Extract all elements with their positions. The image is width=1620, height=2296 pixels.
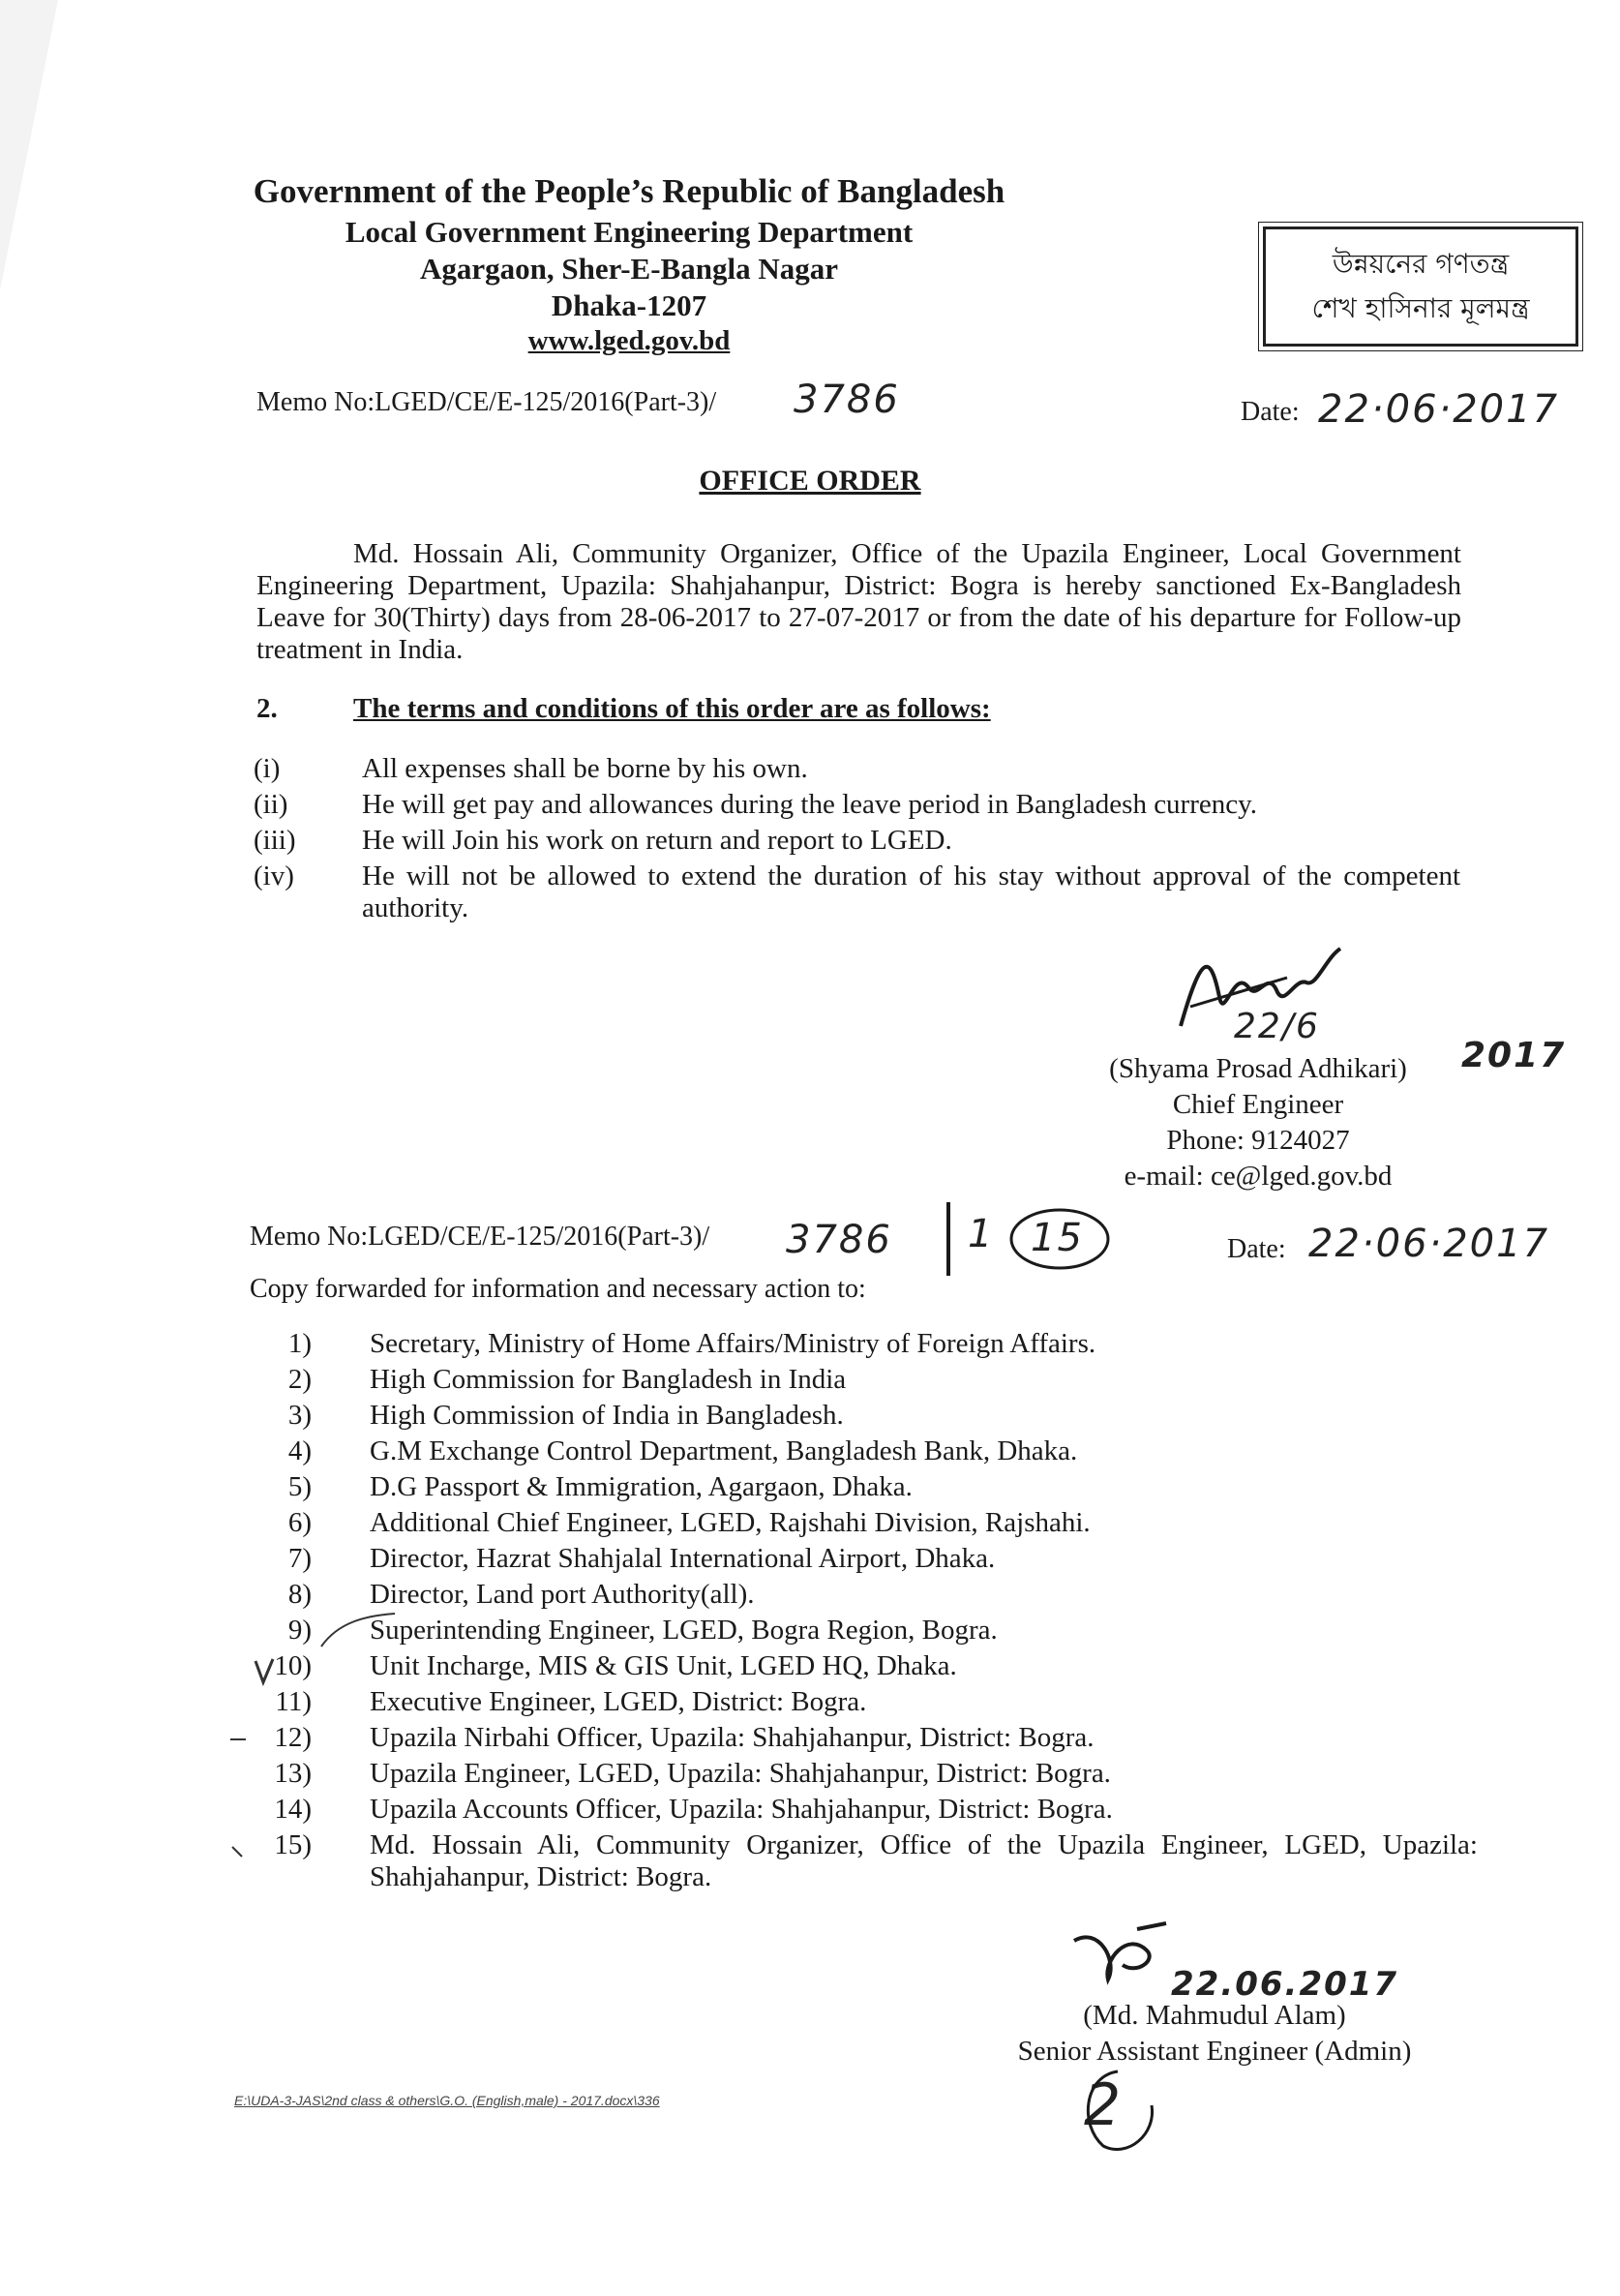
recipient-text: Additional Chief Engineer, LGED, Rajshahi Division, Rajshahi. bbox=[370, 1507, 1091, 1538]
slogan-box bbox=[1263, 227, 1578, 347]
term-text: All expenses shall be borne by his own. bbox=[362, 753, 808, 784]
recipient-number: 14) bbox=[274, 1794, 312, 1825]
memo-number-handwritten: 3786 bbox=[794, 378, 900, 422]
chief-engineer-name: (Shyama Prosad Adhikari) bbox=[1109, 1053, 1407, 1084]
recipient-text: Upazila Nirbahi Officer, Upazila: Shahjahanpur, District: Bogra. bbox=[370, 1722, 1095, 1753]
signature2-date-handwritten: 22.06.2017 bbox=[1171, 1965, 1399, 2004]
section-2-heading: The terms and conditions of this order are as follows: bbox=[353, 693, 991, 724]
chief-engineer-phone: Phone: 9124027 bbox=[1166, 1125, 1350, 1156]
memo2-date-label: Date: bbox=[1227, 1234, 1286, 1264]
header-government: Government of the People’s Republic of Bangladesh bbox=[253, 172, 1005, 210]
slogan-line-1: উন্নয়নের গণতন্ত্র bbox=[1332, 248, 1510, 280]
order-body-text: Md. Hossain Ali, Community Organizer, Office of the Upazila Engineer, Local Government Engineering Department, Upazila: Shahjahanpur, District: Bogra is hereby sanctioned Ex-Bangladesh Leave for 30(Thirty) days from 28-06-2017 to 27-07-2017 or from the date of his departure for Follow-up treatment in India. bbox=[256, 538, 1461, 665]
recipient-number: 7) bbox=[287, 1543, 312, 1574]
memo2-date-handwritten: 22·06·2017 bbox=[1308, 1222, 1550, 1266]
memo2-number-label: Memo No:LGED/CE/E-125/2016(Part-3)/ bbox=[250, 1222, 710, 1252]
order-body bbox=[256, 538, 1461, 666]
recipient-number: 5) bbox=[287, 1471, 312, 1502]
memo2-number-handwritten: 3786 bbox=[786, 1218, 892, 1262]
signature-date-handwritten: 22/6 bbox=[1234, 1007, 1320, 1046]
senior-engineer-name: (Md. Mahmudul Alam) bbox=[1083, 2000, 1346, 2031]
recipient-text: Director, Land port Authority(all). bbox=[370, 1579, 755, 1610]
section-2-number: 2. bbox=[256, 693, 278, 724]
recipient-number: 4) bbox=[287, 1435, 312, 1466]
tick-mark-icon bbox=[228, 1735, 248, 1744]
term-number: (ii) bbox=[254, 789, 288, 820]
footer-file-path: E:\UDA-3-JAS\2nd class & others\G.O. (English,male) - 2017.docx\336 bbox=[234, 2093, 660, 2108]
recipient-text: High Commission of India in Bangladesh. bbox=[370, 1400, 844, 1431]
memo-date-label: Date: bbox=[1241, 397, 1300, 427]
recipient-text: Md. Hossain Ali, Community Organizer, Office of the Upazila Engineer, LGED, Upazila: Shahjahanpur, District: Bogra. bbox=[370, 1829, 1478, 1892]
term-number: (iii) bbox=[254, 825, 296, 856]
term-number: (iv) bbox=[254, 861, 294, 891]
slogan-line-2: শেখ হাসিনার মূলমন্ত্র bbox=[1311, 292, 1530, 324]
tick-mark-icon bbox=[319, 1612, 397, 1650]
term-number: (i) bbox=[254, 753, 281, 784]
recipient-text: Director, Hazrat Shahjalal International Airport, Dhaka. bbox=[370, 1543, 996, 1574]
recipient-text: Upazila Accounts Officer, Upazila: Shahjahanpur, District: Bogra. bbox=[370, 1794, 1113, 1825]
memo2-divider-stroke bbox=[944, 1200, 953, 1278]
header-department: Local Government Engineering Department bbox=[345, 215, 914, 249]
recipient-text: Upazila Engineer, LGED, Upazila: Shahjahanpur, District: Bogra. bbox=[370, 1758, 1111, 1789]
tick-mark-icon bbox=[230, 1845, 244, 1858]
recipient-text: Secretary, Ministry of Home Affairs/Ministry of Foreign Affairs. bbox=[370, 1328, 1096, 1359]
header-address: Agargaon, Sher-E-Bangla Nagar bbox=[420, 252, 838, 286]
recipient-number: 2) bbox=[287, 1364, 312, 1395]
document-title: OFFICE ORDER bbox=[699, 465, 921, 497]
recipient-text: Unit Incharge, MIS & GIS Unit, LGED HQ, Dhaka. bbox=[370, 1650, 957, 1681]
recipient-number: 13) bbox=[274, 1758, 312, 1789]
tick-mark-icon bbox=[254, 1657, 292, 1686]
senior-engineer-signature bbox=[1069, 1921, 1176, 1989]
page-mark-handwritten: 2 bbox=[1084, 2071, 1124, 2139]
memo-date-handwritten: 22·06·2017 bbox=[1318, 387, 1560, 432]
recipient-number: 1) bbox=[287, 1328, 312, 1359]
recipient-number: 8) bbox=[287, 1579, 312, 1610]
senior-engineer-block bbox=[982, 1998, 1447, 2069]
recipient-number: 9) bbox=[287, 1615, 312, 1646]
memo2-copy-number-handwritten: 1 bbox=[968, 1212, 995, 1256]
senior-engineer-designation: Senior Assistant Engineer (Admin) bbox=[1017, 2036, 1412, 2067]
chief-engineer-email: e-mail: ce@lged.gov.bd bbox=[1124, 1161, 1393, 1192]
chief-engineer-designation: Chief Engineer bbox=[1172, 1089, 1344, 1120]
recipient-text: G.M Exchange Control Department, Bangladesh Bank, Dhaka. bbox=[370, 1435, 1078, 1466]
recipient-text: D.G Passport & Immigration, Agargaon, Dhaka. bbox=[370, 1471, 913, 1502]
memo-number-label: Memo No:LGED/CE/E-125/2016(Part-3)/ bbox=[256, 387, 717, 417]
recipient-number: 15) bbox=[274, 1829, 312, 1860]
signature-year-handwritten: 2017 bbox=[1461, 1036, 1567, 1075]
page-mark-circle bbox=[1074, 2067, 1161, 2154]
recipient-number: 11) bbox=[275, 1686, 312, 1717]
header-city: Dhaka-1207 bbox=[551, 288, 707, 322]
term-text: He will Join his work on return and report to LGED. bbox=[362, 825, 952, 856]
recipient-number: 3) bbox=[287, 1400, 312, 1431]
recipient-text: Executive Engineer, LGED, District: Bogra. bbox=[370, 1686, 867, 1717]
chief-engineer-block bbox=[1065, 1051, 1452, 1194]
memo2-copy-count-handwritten: 15 bbox=[1031, 1216, 1084, 1260]
header-website-link[interactable]: www.lged.gov.bd bbox=[527, 325, 731, 356]
recipient-number: 12) bbox=[274, 1722, 312, 1753]
term-text: He will get pay and allowances during the leave period in Bangladesh currency. bbox=[362, 789, 1257, 820]
recipient-text: Superintending Engineer, LGED, Bogra Region, Bogra. bbox=[370, 1615, 998, 1646]
copy-forwarded-line: Copy forwarded for information and necessary action to: bbox=[250, 1274, 866, 1304]
term-text: He will not be allowed to extend the duration of his stay without approval of the competent authority. bbox=[362, 861, 1460, 923]
recipient-number: 10) bbox=[274, 1650, 312, 1681]
recipient-text: High Commission for Bangladesh in India bbox=[370, 1364, 847, 1395]
recipient-number: 6) bbox=[287, 1507, 312, 1538]
